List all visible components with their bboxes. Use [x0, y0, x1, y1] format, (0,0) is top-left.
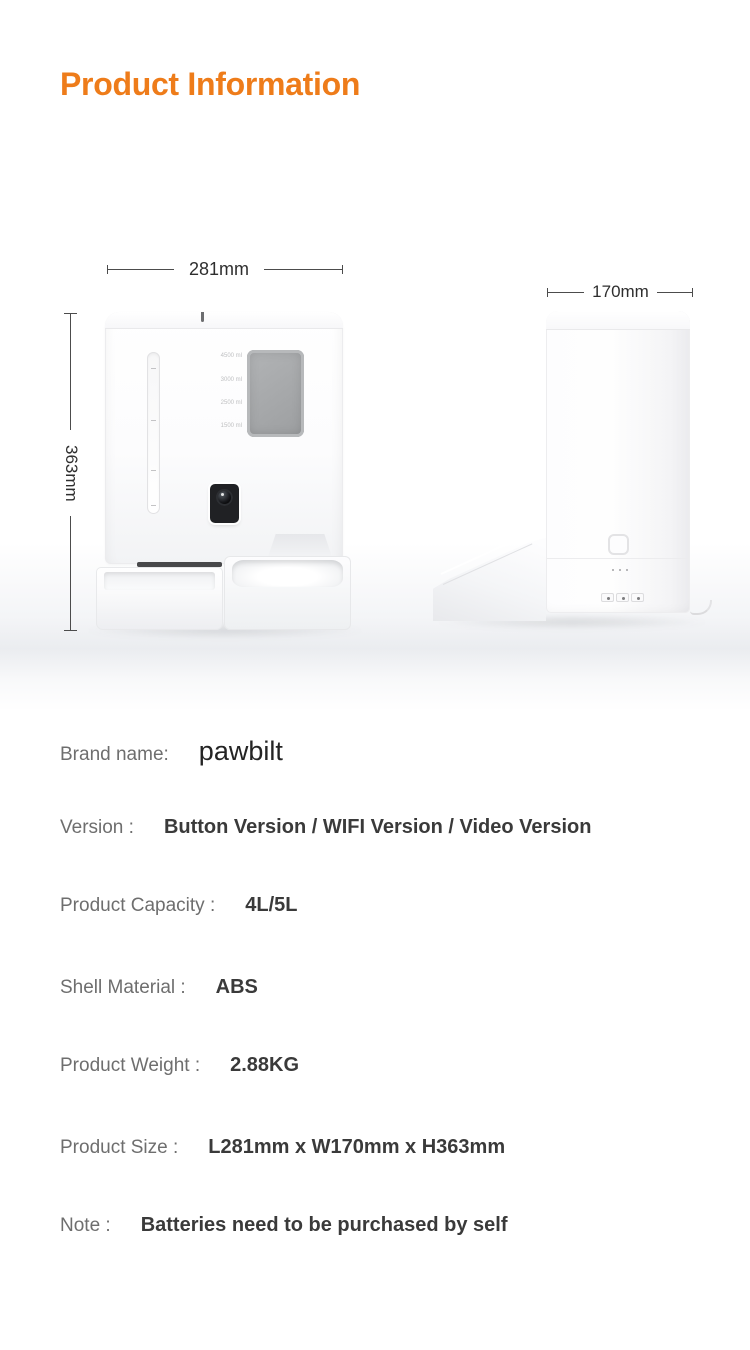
dim-281-tick-right — [342, 265, 343, 274]
water-bowl-interior — [104, 572, 215, 590]
dim-363-line-top — [70, 314, 71, 430]
dim-170-line-right — [657, 292, 692, 293]
paw-icon — [616, 593, 629, 602]
gauge-tick — [151, 470, 156, 471]
side-feeder-lid — [546, 311, 690, 330]
camera-lens-highlight — [221, 493, 224, 496]
spec-value: Batteries need to be purchased by self — [140, 1214, 508, 1236]
spec-value: 2.88KG — [230, 1054, 300, 1076]
dim-363-line-bottom — [70, 516, 71, 630]
indicator-dot — [626, 569, 628, 571]
spec-value: ABS — [215, 976, 258, 998]
indicator-dot — [612, 569, 614, 571]
dim-170-tick-right — [692, 288, 693, 297]
spec-row-capacity — [60, 894, 298, 917]
spec-row-size — [60, 1136, 505, 1159]
gear-icon — [631, 593, 644, 602]
chip-glyph — [637, 597, 640, 600]
spec-row-note — [60, 1214, 507, 1237]
dim-170-label: 170mm — [592, 282, 649, 301]
spec-label: Product Size : — [60, 1137, 179, 1158]
spec-row-material — [60, 976, 258, 999]
side-feeder-tower — [546, 311, 690, 613]
spec-value: L281mm x W170mm x H363mm — [208, 1136, 506, 1158]
dim-363-tick-bottom — [64, 630, 77, 631]
spec-label: Shell Material : — [60, 977, 186, 998]
spec-value: pawbilt — [198, 736, 283, 766]
dim-170-line-left — [548, 292, 584, 293]
person-icon — [601, 593, 614, 602]
tank-marking: 4500 ml — [220, 353, 242, 359]
gauge-tick — [151, 505, 156, 506]
spec-row-weight — [60, 1054, 299, 1077]
spec-row-brand — [60, 736, 283, 767]
indicator-dot — [619, 569, 621, 571]
front-feeder-body — [105, 312, 343, 564]
spec-row-version — [60, 816, 591, 839]
dim-363-label: 363mm — [62, 444, 81, 502]
gauge-tick — [151, 420, 156, 421]
tank-marking: 3000 ml — [220, 377, 242, 383]
feed-button — [608, 534, 629, 555]
food-tank-window — [247, 350, 304, 437]
dim-281-label: 281mm — [188, 259, 250, 279]
side-feeder-base-seam — [547, 558, 689, 559]
camera-lens-icon — [216, 489, 233, 506]
spec-value: 4L/5L — [245, 894, 298, 916]
chip-glyph — [622, 597, 625, 600]
tank-marking: 2500 ml — [220, 400, 242, 406]
food-chute-recess — [268, 534, 332, 557]
product-photo-scene — [0, 235, 750, 715]
front-feeder-lid-notch — [201, 312, 204, 322]
spec-label: Version : — [60, 817, 134, 838]
spec-label: Note : — [60, 1215, 111, 1236]
food-bowl-interior — [232, 560, 343, 587]
spec-value: Button Version / WIFI Version / Video Version — [163, 816, 592, 838]
tank-marking: 1500 ml — [220, 423, 242, 429]
dim-281-line-right — [264, 269, 342, 270]
page-title: Product Information — [60, 66, 361, 102]
spec-label: Brand name: — [60, 744, 169, 765]
dim-281-line-left — [108, 269, 174, 270]
chip-glyph — [607, 597, 610, 600]
front-feeder-lid — [105, 312, 343, 329]
spec-label: Product Weight : — [60, 1055, 201, 1076]
water-level-gauge — [147, 352, 160, 514]
gauge-tick — [151, 368, 156, 369]
spec-label: Product Capacity : — [60, 895, 216, 916]
